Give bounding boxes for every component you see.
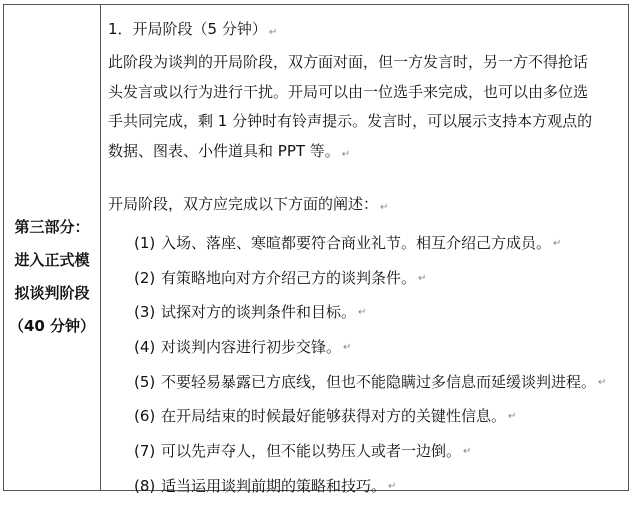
list-item xyxy=(134,399,606,434)
section-title-line: 拟谈判阶段 xyxy=(14,283,90,302)
stage-heading-text: 1．开局阶段（5 分钟） xyxy=(108,20,267,38)
list-item xyxy=(134,330,606,365)
paragraph-mark-icon: ↵ xyxy=(341,148,351,160)
item-text: 适当运用谈判前期的策略和技巧。 xyxy=(161,476,387,495)
stage-heading xyxy=(108,15,277,47)
paragraph-mark-icon: ↵ xyxy=(598,376,607,388)
intro-line-last xyxy=(108,137,592,169)
item-text: 入场、落座、寒暄都要符合商业礼节。相互介绍己方成员。 xyxy=(161,234,552,252)
requirements-list xyxy=(134,226,606,504)
paragraph-mark-icon: ↵ xyxy=(508,411,517,423)
item-text: 在开局结束的时候最好能够获得对方的关键性信息。 xyxy=(161,407,507,426)
section-body-cell xyxy=(101,5,628,495)
requirements-lead-text: 开局阶段，双方应完成以下方面的阐述： xyxy=(108,195,379,213)
content-table xyxy=(3,4,629,495)
item-number: (4) xyxy=(134,338,156,357)
section-title-line: 进入正式模 xyxy=(14,250,90,269)
list-item xyxy=(134,295,606,330)
item-number: (8) xyxy=(134,476,156,495)
item-text: 对谈判内容进行初步交锋。 xyxy=(161,338,342,357)
requirements-lead xyxy=(108,190,388,222)
intro-line: 手共同完成，剩 1 分钟时有铃声提示。发言时，可以展示支持本方观点的 xyxy=(108,112,593,130)
list-item xyxy=(134,434,606,469)
paragraph-mark-icon: ↵ xyxy=(553,238,562,249)
item-number: (3) xyxy=(134,303,156,322)
item-number: (5) xyxy=(134,372,156,391)
item-text: 不要轻易暴露已方底线，但也不能隐瞒过多信息而延缓谈判进程。 xyxy=(161,372,597,391)
item-text: 可以先声夺人，但不能以势压人或者一边倒。 xyxy=(161,442,462,461)
paragraph-mark-icon: ↵ xyxy=(463,446,472,458)
section-title-line: （40 分钟） xyxy=(8,316,96,335)
paragraph-mark-icon: ↵ xyxy=(380,202,389,213)
list-item xyxy=(134,365,606,400)
item-number: (6) xyxy=(134,407,156,426)
paragraph-mark-icon: ↵ xyxy=(268,27,278,38)
paragraph-mark-icon: ↵ xyxy=(418,272,427,284)
item-text: 有策略地向对方介绍己方的谈判条件。 xyxy=(161,268,417,287)
list-item xyxy=(134,469,606,504)
section-title-line: 第三部分： xyxy=(14,217,90,236)
item-text: 试探对方的谈判条件和目标。 xyxy=(161,303,357,322)
intro-line: 头发言或以行为进行干扰。开局可以由一位选手来完成，也可以由多位选 xyxy=(108,82,589,101)
intro-line-text: 数据、图表、小件道具和 PPT 等。 xyxy=(108,141,340,160)
paragraph-mark-icon: ↵ xyxy=(358,307,367,319)
list-item xyxy=(134,226,606,261)
item-number: (2) xyxy=(134,268,156,287)
section-title-cell xyxy=(4,5,101,490)
paragraph-mark-icon: ↵ xyxy=(343,342,352,354)
item-number: (1) xyxy=(134,234,156,252)
paragraph-mark-icon: ↵ xyxy=(388,480,397,492)
intro-paragraph xyxy=(108,48,592,168)
intro-line: 此阶段为谈判的开局阶段，双方面对面，但一方发言时，另一方不得抢话 xyxy=(108,53,589,71)
list-item xyxy=(134,261,606,296)
item-number: (7) xyxy=(134,442,156,461)
